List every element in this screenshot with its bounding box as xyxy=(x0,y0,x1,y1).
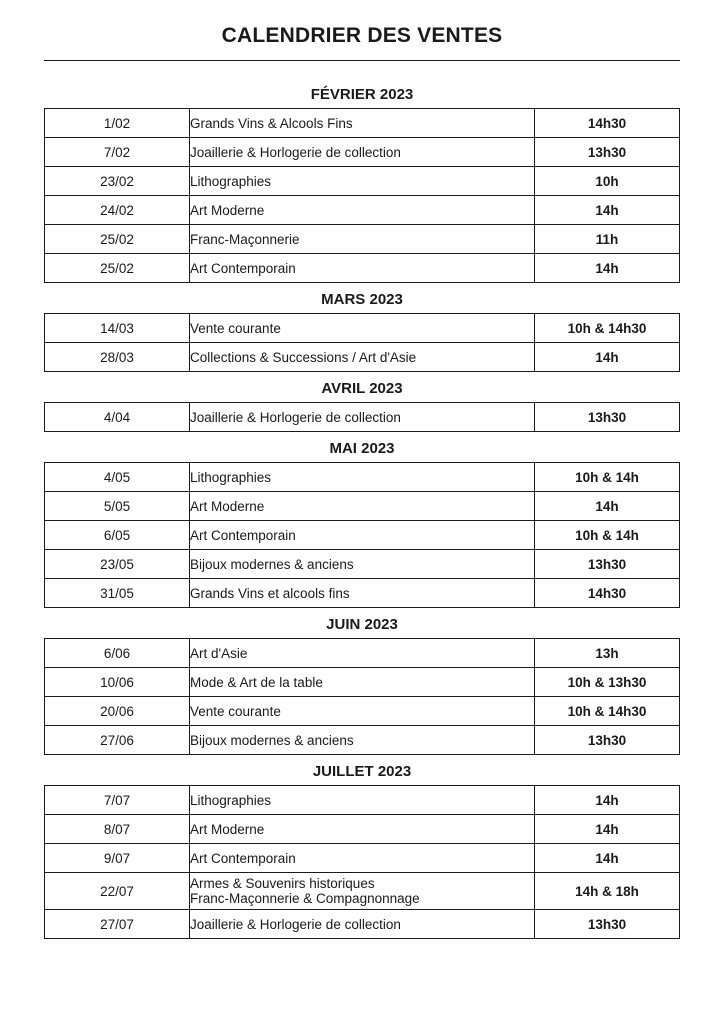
sales-table xyxy=(44,638,680,755)
sale-time: 14h xyxy=(535,844,680,873)
sale-row xyxy=(45,815,680,844)
sale-time: 14h30 xyxy=(535,579,680,608)
sale-description-line: Bijoux modernes & anciens xyxy=(190,732,354,748)
sale-date: 14/03 xyxy=(45,314,190,343)
sale-time: 10h & 14h30 xyxy=(535,314,680,343)
sale-time: 13h30 xyxy=(535,726,680,755)
sale-date: 9/07 xyxy=(45,844,190,873)
sale-description-line: Lithographies xyxy=(190,469,272,485)
sale-row xyxy=(45,786,680,815)
sale-date: 4/04 xyxy=(45,403,190,432)
sale-row xyxy=(45,167,680,196)
sale-description xyxy=(190,403,535,432)
sale-time: 14h xyxy=(535,815,680,844)
sale-row xyxy=(45,910,680,939)
sale-time: 13h30 xyxy=(535,403,680,432)
month-heading: MAI 2023 xyxy=(329,440,395,457)
sale-time: 13h30 xyxy=(535,550,680,579)
sale-description xyxy=(190,579,535,608)
sale-row xyxy=(45,343,680,372)
sale-description-line: Art Contemporain xyxy=(190,260,296,276)
sale-time: 14h xyxy=(535,196,680,225)
sale-description xyxy=(190,786,535,815)
sale-description-line: Franc-Maçonnerie xyxy=(190,231,300,247)
sale-description xyxy=(190,167,535,196)
sale-date: 7/02 xyxy=(45,138,190,167)
sale-description xyxy=(190,109,535,138)
sale-date: 28/03 xyxy=(45,343,190,372)
sale-date: 20/06 xyxy=(45,697,190,726)
sale-row xyxy=(45,463,680,492)
sale-row xyxy=(45,726,680,755)
sale-time: 10h & 14h30 xyxy=(535,697,680,726)
sale-date: 31/05 xyxy=(45,579,190,608)
sale-description-line: Art Contemporain xyxy=(190,850,296,866)
sale-date: 7/07 xyxy=(45,786,190,815)
sale-description xyxy=(190,225,535,254)
sale-date: 23/02 xyxy=(45,167,190,196)
sale-time: 14h xyxy=(535,343,680,372)
sale-description-line: Art Moderne xyxy=(190,821,265,837)
sale-time: 14h xyxy=(535,786,680,815)
title-divider xyxy=(44,60,680,61)
sales-calendar xyxy=(44,82,680,943)
sale-description xyxy=(190,138,535,167)
sale-description xyxy=(190,550,535,579)
sale-time: 11h xyxy=(535,225,680,254)
sale-description-line: Collections & Successions / Art d'Asie xyxy=(190,349,417,365)
sale-row xyxy=(45,138,680,167)
sale-description-line: Lithographies xyxy=(190,792,272,808)
sales-table xyxy=(44,313,680,372)
sale-time: 14h xyxy=(535,254,680,283)
sale-description-line: Lithographies xyxy=(190,173,272,189)
sale-row xyxy=(45,314,680,343)
sale-date: 22/07 xyxy=(45,873,190,910)
month-heading: JUIN 2023 xyxy=(326,616,398,633)
sale-description-line: Art Moderne xyxy=(190,498,265,514)
sale-description xyxy=(190,815,535,844)
sale-time: 10h & 14h xyxy=(535,463,680,492)
sales-table xyxy=(44,462,680,608)
sale-row xyxy=(45,873,680,910)
sale-description-line: Grands Vins et alcools fins xyxy=(190,585,350,601)
sale-date: 1/02 xyxy=(45,109,190,138)
sale-description xyxy=(190,726,535,755)
sale-time: 13h xyxy=(535,639,680,668)
sale-date: 10/06 xyxy=(45,668,190,697)
sale-row xyxy=(45,196,680,225)
sale-description xyxy=(190,492,535,521)
sale-row xyxy=(45,225,680,254)
sale-description xyxy=(190,668,535,697)
sale-description-line: Joaillerie & Horlogerie de collection xyxy=(190,409,401,425)
sale-row xyxy=(45,668,680,697)
sale-description-line: Franc-Maçonnerie & Compagnonnage xyxy=(190,891,420,906)
sale-row xyxy=(45,403,680,432)
sale-date: 27/07 xyxy=(45,910,190,939)
sale-description-line: Art Contemporain xyxy=(190,527,296,543)
sale-description-line: Joaillerie & Horlogerie de collection xyxy=(190,916,401,932)
sale-date: 23/05 xyxy=(45,550,190,579)
month-heading: AVRIL 2023 xyxy=(321,380,403,397)
sale-row xyxy=(45,697,680,726)
sale-description xyxy=(190,910,535,939)
sale-row xyxy=(45,254,680,283)
month-heading: MARS 2023 xyxy=(321,291,403,308)
sale-date: 25/02 xyxy=(45,254,190,283)
sale-description xyxy=(190,196,535,225)
sale-description-line: Armes & Souvenirs historiques xyxy=(190,876,375,891)
sale-description-line: Mode & Art de la table xyxy=(190,674,323,690)
sale-time: 10h & 13h30 xyxy=(535,668,680,697)
month-heading: FÉVRIER 2023 xyxy=(310,86,414,103)
sale-date: 4/05 xyxy=(45,463,190,492)
sale-time: 13h30 xyxy=(535,910,680,939)
page-title: CALENDRIER DES VENTES xyxy=(221,24,503,47)
sale-description xyxy=(190,844,535,873)
sale-description-line: Art Moderne xyxy=(190,202,265,218)
sale-description xyxy=(190,314,535,343)
sale-row xyxy=(45,844,680,873)
sale-time: 14h & 18h xyxy=(535,873,680,910)
sale-row xyxy=(45,639,680,668)
sale-time: 10h xyxy=(535,167,680,196)
sale-date: 24/02 xyxy=(45,196,190,225)
sale-time: 13h30 xyxy=(535,138,680,167)
sale-date: 8/07 xyxy=(45,815,190,844)
sale-description-line: Joaillerie & Horlogerie de collection xyxy=(190,144,401,160)
sale-date: 5/05 xyxy=(45,492,190,521)
sales-table xyxy=(44,402,680,432)
sales-table xyxy=(44,108,680,283)
sale-description xyxy=(190,463,535,492)
sale-description-line: Art d'Asie xyxy=(190,645,248,661)
sale-row xyxy=(45,550,680,579)
sale-time: 10h & 14h xyxy=(535,521,680,550)
sale-row xyxy=(45,109,680,138)
sale-time: 14h30 xyxy=(535,109,680,138)
sale-description-line: Grands Vins & Alcools Fins xyxy=(190,115,353,131)
sale-description-line: Bijoux modernes & anciens xyxy=(190,556,354,572)
sale-row xyxy=(45,521,680,550)
sale-time: 14h xyxy=(535,492,680,521)
sale-description xyxy=(190,521,535,550)
sale-row xyxy=(45,492,680,521)
sale-description xyxy=(190,343,535,372)
sale-description-line: Vente courante xyxy=(190,703,281,719)
sale-date: 25/02 xyxy=(45,225,190,254)
sale-description xyxy=(190,254,535,283)
sale-date: 6/05 xyxy=(45,521,190,550)
sale-date: 27/06 xyxy=(45,726,190,755)
sale-row xyxy=(45,579,680,608)
sale-description xyxy=(190,873,535,910)
sales-table xyxy=(44,785,680,939)
sale-description xyxy=(190,697,535,726)
sale-date: 6/06 xyxy=(45,639,190,668)
month-heading: JUILLET 2023 xyxy=(312,763,412,780)
sale-description xyxy=(190,639,535,668)
sale-description-line: Vente courante xyxy=(190,320,281,336)
